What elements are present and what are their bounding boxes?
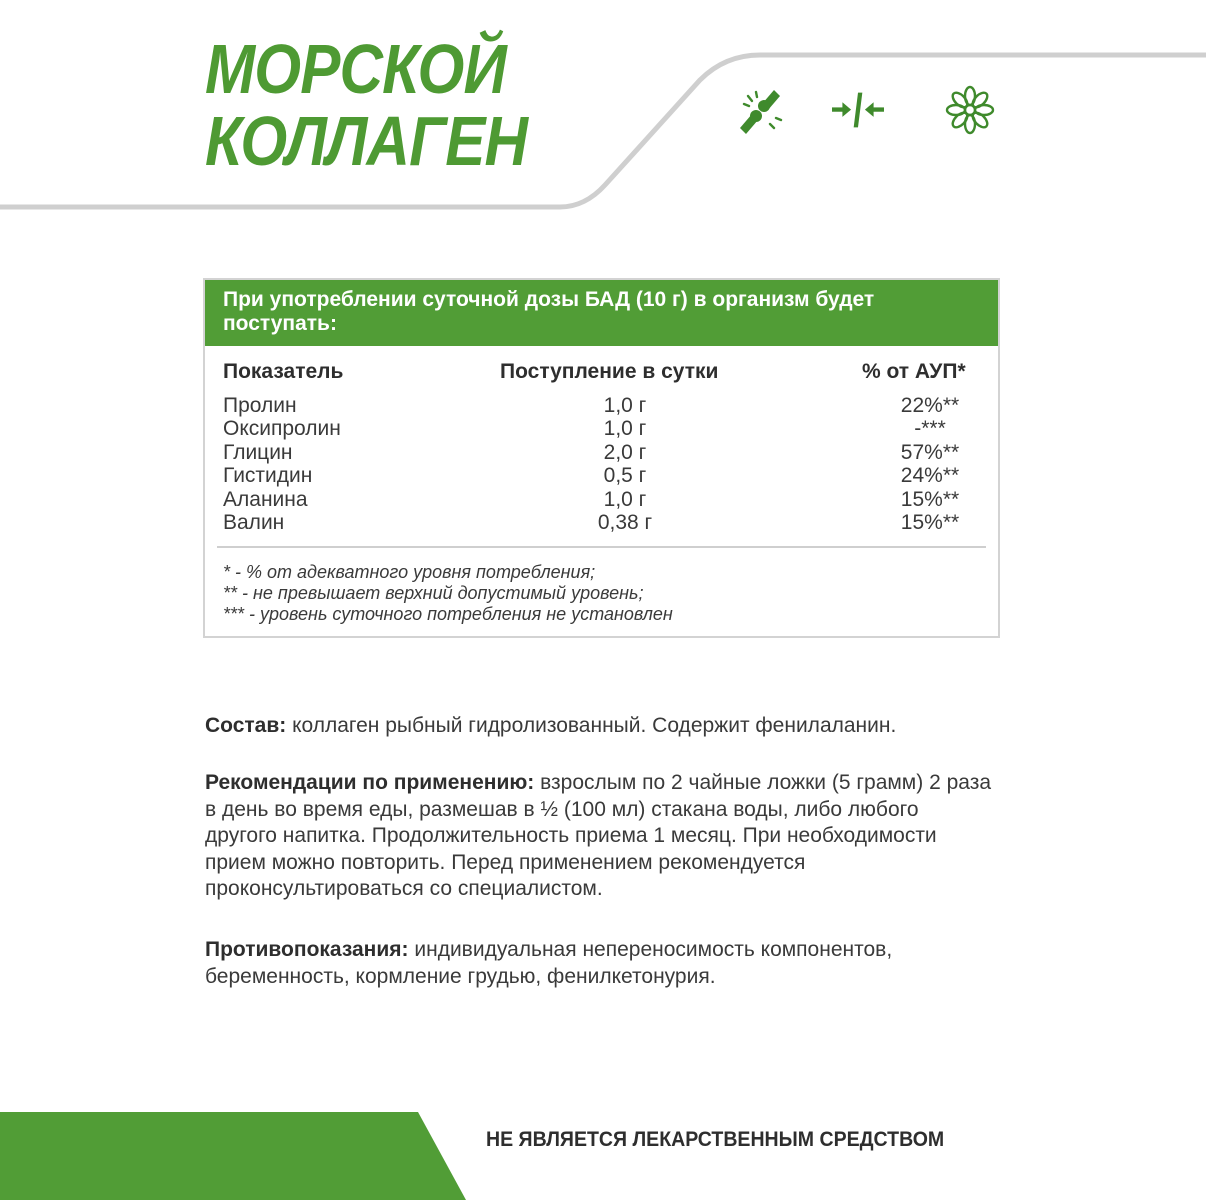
footnote: ** - не превышает верхний допустимый уровень; <box>223 583 644 603</box>
compress-arrows-icon <box>832 84 884 136</box>
table-row <box>205 441 998 464</box>
flower-icon <box>944 84 996 136</box>
row-percent: 15%** <box>900 510 960 534</box>
footnote: *** - уровень суточного потребления не установлен <box>223 604 673 624</box>
row-amount: 1,0 г <box>603 417 647 441</box>
table-footnotes <box>223 562 673 625</box>
column-header-daily-intake: Поступление в сутки <box>500 360 719 383</box>
row-name: Аланина <box>223 487 308 511</box>
row-name: Глицин <box>223 440 293 464</box>
row-percent: 15%** <box>900 487 960 511</box>
usage-paragraph <box>205 770 995 903</box>
table-header: При употреблении суточной дозы БАД (10 г) в организм будет поступать: <box>205 280 998 346</box>
row-name: Оксипролин <box>223 417 341 441</box>
contraindications-paragraph <box>205 937 995 990</box>
row-amount: 0,38 г <box>597 510 653 534</box>
table-rows <box>205 394 998 534</box>
row-name: Гистидин <box>223 464 313 488</box>
column-header-percent: % от АУП* <box>862 360 966 383</box>
composition-text: коллаген рыбный гидролизованный. Содержит фенилаланин. <box>286 714 897 737</box>
row-amount: 1,0 г <box>603 394 647 417</box>
contraindications-label: Противопоказания: <box>205 938 409 961</box>
usage-label: Рекомендации по применению: <box>205 771 535 794</box>
footer-disclaimer: НЕ ЯВЛЯЕТСЯ ЛЕКАРСТВЕННЫМ СРЕДСТВОМ <box>486 1128 945 1151</box>
column-header-indicator: Показатель <box>223 360 344 383</box>
row-percent: -*** <box>914 417 946 441</box>
table-row <box>205 394 998 417</box>
table-row <box>205 511 998 534</box>
product-title-line-1: МОРСКОЙ <box>205 30 506 108</box>
contraindications-text: индивидуальная непереносимость компонентов, беременность, кормление грудью, фенилкетонурия. <box>205 938 893 988</box>
row-name: Пролин <box>223 394 297 417</box>
product-title-line-2: КОЛЛАГЕН <box>205 102 528 180</box>
row-percent: 24%** <box>900 464 960 488</box>
usage-text: взрослым по 2 чайные ложки (5 грамм) 2 раза в день во время еды, размешав в ½ (100 мл) стакана воды, либо любого другого напитка. Продолжительность приема 1 месяц. При необходимости прием можно повторить. Перед применением рекомендуется проконсультироваться со специалистом. <box>205 771 992 900</box>
row-amount: 1,0 г <box>603 487 647 511</box>
header-divider-curve <box>0 0 1206 220</box>
table-row <box>205 488 998 511</box>
footnote: * - % от адекватного уровня потребления; <box>223 562 596 582</box>
row-amount: 2,0 г <box>603 440 647 464</box>
row-percent: 22%** <box>900 394 960 417</box>
table-row <box>205 417 998 440</box>
composition-paragraph <box>205 713 995 740</box>
table-divider <box>217 546 986 548</box>
composition-label: Состав: <box>205 714 287 737</box>
row-percent: 57%** <box>900 440 960 464</box>
table-row <box>205 464 998 487</box>
joint-icon <box>734 84 786 136</box>
footer-green-banner <box>0 1112 470 1200</box>
nutrition-table <box>203 278 1000 638</box>
row-amount: 0,5 г <box>603 464 647 488</box>
row-name: Валин <box>223 510 285 534</box>
